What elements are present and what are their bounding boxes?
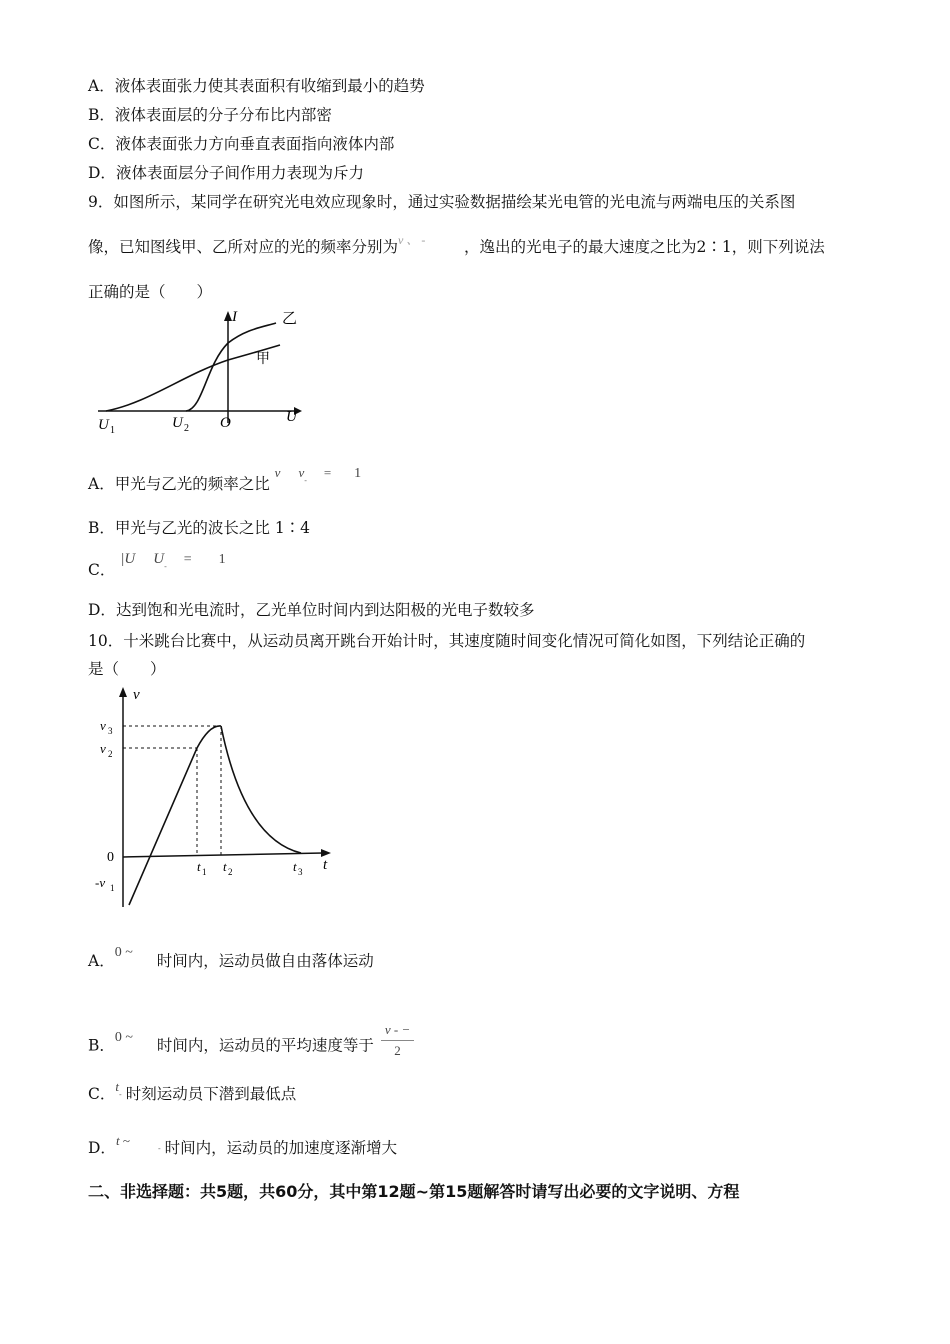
- q10-stem-line1: 10．十米跳台比赛中，从运动员离开跳台开始计时，其速度随时间变化情况可简化如图，下列结论正确的: [88, 632, 806, 650]
- q10-option-d: D．t ~- 时间内，运动员的加速度逐渐增大: [88, 1133, 398, 1157]
- q9-label-u: U: [286, 409, 297, 425]
- q10-label-neg-v1-sub: 1: [110, 883, 115, 893]
- q10-label-t1-sub: 1: [202, 867, 207, 877]
- q10-label-t2: t: [223, 859, 227, 874]
- q9-option-b: B．甲光与乙光的波长之比 1∶4: [88, 519, 311, 537]
- q9-label-u1-sub: 1: [110, 425, 115, 435]
- q10-stem-line2: 是（ ）: [88, 660, 166, 678]
- q10-option-c: C．$^t$- 时刻运动员下潜到最低点: [88, 1079, 297, 1103]
- q10-t-axis-arrow: [321, 849, 331, 857]
- q9-option-a: A．甲光与乙光的频率之比 $^v$ $^{v-}$ = 1: [88, 465, 362, 493]
- q10-label-v: v: [133, 687, 140, 703]
- q10-v-axis-arrow: [119, 687, 127, 697]
- q9-stem-line2: 像，已知图线甲、乙所对应的光的频率分别为v 、 - ，逸出的光电子的最大速度之比为2∶1，则下列说法: [88, 237, 825, 258]
- q9-label-jia: 甲: [256, 352, 270, 367]
- q10-label-v2: v: [100, 741, 106, 756]
- q10-label-t2-sub: 2: [228, 867, 233, 877]
- q8-option-d: D．液体表面层分子间作用力表现为斥力: [88, 164, 364, 182]
- q10-decay-curve: [221, 726, 301, 853]
- q10-t-axis: [123, 853, 323, 857]
- q9-label-origin: O: [220, 415, 231, 431]
- q8-option-b: B．液体表面层的分子分布比内部密: [88, 106, 332, 124]
- q9-stem-line3: 正确的是（ ）: [88, 283, 213, 301]
- q9-stem-line1: 9．如图所示，某同学在研究光电效应现象时，通过实验数据描绘某光电管的光电流与两端电压的关系图: [88, 193, 796, 211]
- q10-label-t3: t: [293, 859, 297, 874]
- q9-photocurrent-graph: [88, 305, 308, 435]
- q9-option-c: C． |U U- = 1: [88, 551, 226, 579]
- q8-option-a: A．液体表面张力使其表面积有收缩到最小的趋势: [88, 77, 425, 95]
- q10-option-b-fraction: $\frac{v - -}{2}$: [381, 1020, 414, 1061]
- q10-velocity-time-graph: [95, 685, 345, 915]
- q8-option-c: C．液体表面张力方向垂直表面指向液体内部: [88, 135, 395, 153]
- q9-label-u1: U: [98, 417, 109, 433]
- q10-label-t1: t: [197, 859, 201, 874]
- q10-label-v2-sub: 2: [108, 749, 113, 759]
- q10-label-v3: v: [100, 718, 106, 733]
- q9-option-d: D．达到饱和光电流时，乙光单位时间内到达阳极的光电子数较多: [88, 601, 535, 619]
- q9-label-i: I: [232, 309, 237, 325]
- section2-heading: 二、非选择题：共5题，共60分，其中第12题~第15题解答时请写出必要的文字说明、方程: [88, 1182, 740, 1201]
- q10-label-neg-v1: -v: [95, 875, 106, 890]
- q9-curve-jia: [106, 345, 280, 411]
- q10-option-a: A．0 ~ 时间内，运动员做自由落体运动: [88, 945, 374, 970]
- q9-label-u2: U: [172, 415, 183, 431]
- q9-i-axis-arrow: [224, 311, 232, 321]
- q9-frequency-formula: v 、 -: [398, 233, 426, 247]
- q9-label-yi: 乙: [282, 311, 298, 327]
- q10-option-b: B．0 ~ 时间内，运动员的平均速度等于 $\frac{v - -}{2}$: [88, 1026, 414, 1067]
- q10-label-origin: 0: [107, 850, 114, 865]
- q10-label-t3-sub: 3: [298, 867, 303, 877]
- q9-label-u2-sub: 2: [184, 423, 189, 434]
- q10-rising-line: [129, 726, 221, 905]
- q10-label-t: t: [323, 857, 328, 873]
- q9-curve-yi: [186, 323, 276, 411]
- q10-label-v3-sub: 3: [108, 726, 113, 736]
